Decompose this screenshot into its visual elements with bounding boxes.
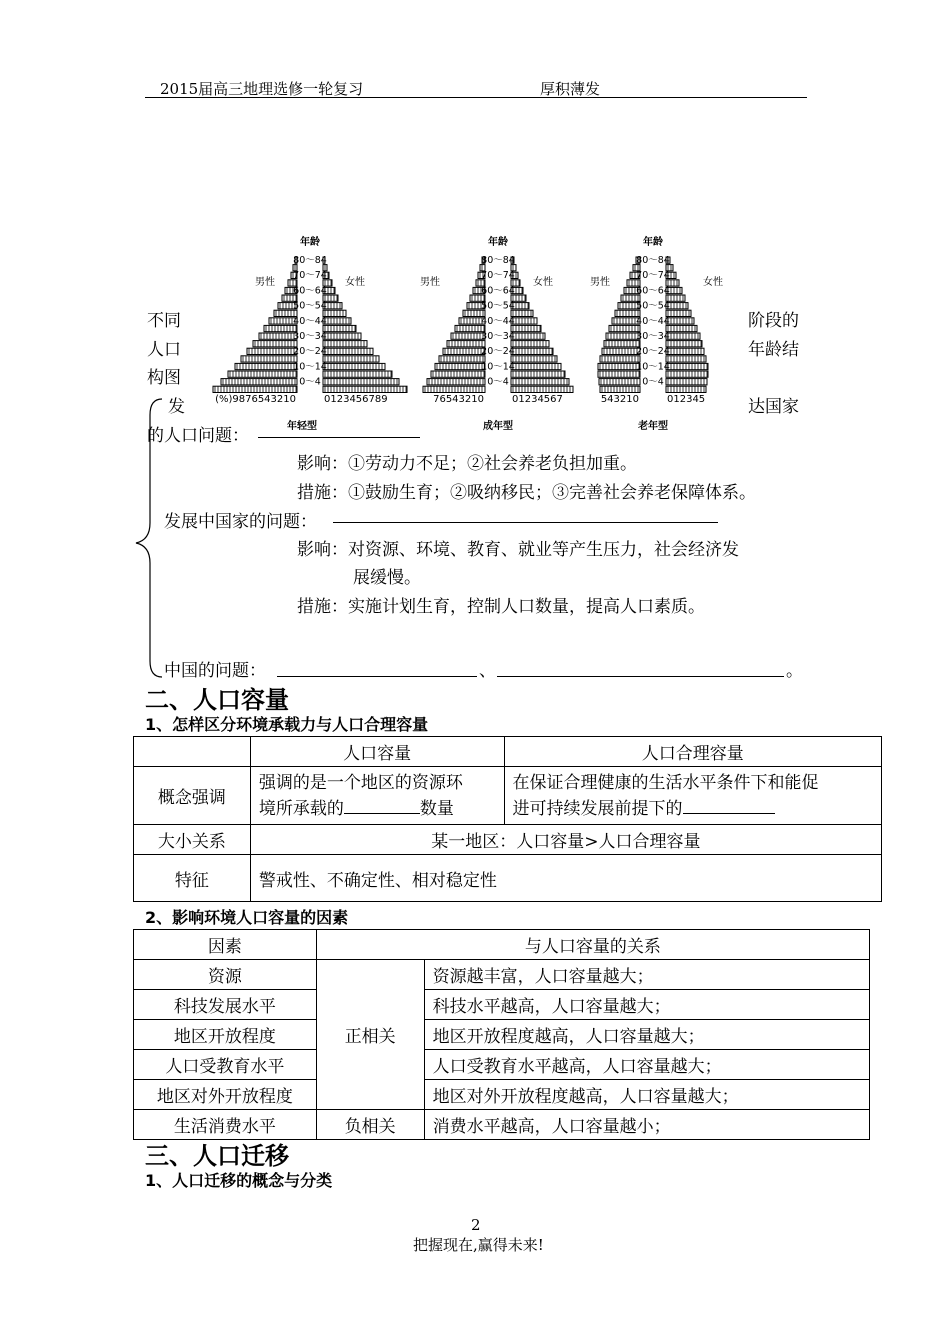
section2-sub1: 1、怎样区分环境承载力与人口合理容量: [145, 715, 429, 734]
table1-row-concept-label: 概念强调: [134, 767, 251, 825]
age-group-label: 40～44: [636, 315, 670, 327]
pyramid-mature: [420, 235, 573, 432]
population-pyramids: [195, 230, 735, 432]
table1-header-reasonable: 人口合理容量: [504, 737, 882, 767]
header-right: 厚积薄发: [540, 80, 601, 98]
age-group-label: 60～64: [636, 285, 670, 297]
male-label: 男性: [420, 277, 440, 288]
age-group-label: 50～54: [636, 300, 670, 312]
age-axis-label: 年龄: [300, 237, 320, 248]
table1-row-feature-label: 特征: [134, 855, 251, 902]
age-group-label: 80～84: [636, 255, 670, 266]
section3-title: 三、人口迁移: [145, 1142, 289, 1170]
age-axis-label: 年龄: [643, 237, 663, 248]
female-bar: [666, 341, 702, 347]
table1-row-size-value: 某一地区：人口容量>人口合理容量: [250, 825, 881, 855]
developed-title: 的人口问题：: [147, 426, 249, 446]
intro-left-4: 发: [168, 397, 185, 417]
age-group-label: 80～84: [293, 255, 327, 266]
intro-right-3: 达国家: [748, 397, 799, 417]
table2-factor: 生活消费水平: [134, 1110, 317, 1140]
pyramid-young: [213, 235, 407, 432]
right-axis-ticks: 01234567: [512, 393, 563, 405]
age-group-label: 10～14: [481, 361, 515, 373]
male-bar: [435, 363, 485, 369]
age-group-label: 0～4: [642, 376, 664, 388]
age-group-label: 70～74: [636, 270, 670, 282]
china-blank-1[interactable]: [277, 676, 477, 677]
table1-concept-capacity: 强调的是一个地区的资源环 境所承载的 数量: [250, 767, 504, 825]
female-bar: [511, 363, 561, 369]
table2-positive: 正相关: [316, 960, 424, 1110]
age-group-label: 50～54: [293, 300, 327, 312]
section2-title: 二、人口容量: [145, 686, 289, 714]
header-left: 2015届高三地理选修一轮复习: [160, 80, 364, 98]
age-group-label: 40～44: [293, 315, 327, 327]
table2-factor: 地区对外开放程度: [134, 1080, 317, 1110]
header-rule: [145, 97, 807, 98]
table2-factor: 地区开放程度: [134, 1020, 317, 1050]
table2-relation: 科技水平越高，人口容量越大；: [424, 990, 869, 1020]
age-group-label: 80～84: [481, 255, 515, 266]
section3-sub1: 1、人口迁移的概念与分类: [145, 1171, 333, 1190]
age-group-label: 50～54: [481, 300, 515, 312]
male-bar: [598, 371, 640, 377]
male-label: 男性: [255, 277, 275, 288]
table2-relation: 地区开放程度越高，人口容量越大；: [424, 1020, 869, 1050]
age-group-label: 0～4: [487, 376, 509, 388]
developing-blank[interactable]: [333, 522, 718, 523]
age-group-label: 60～64: [293, 285, 327, 297]
pyramid-old: [590, 235, 723, 432]
developed-effect: 影响：①劳动力不足；②社会养老负担加重。: [297, 454, 637, 474]
pyramid-type-label: 成年型: [483, 420, 513, 432]
table2-relation: 地区对外开放程度越高，人口容量越大；: [424, 1080, 869, 1110]
intro-right-1: 阶段的: [748, 311, 799, 331]
age-axis-label: 年龄: [488, 237, 508, 248]
table1-row-size-label: 大小关系: [134, 825, 251, 855]
developing-effect-1: 影响：对资源、环境、教育、就业等产生压力，社会经济发: [297, 540, 739, 560]
age-group-label: 60～64: [481, 285, 515, 297]
age-group-label: 10～14: [293, 361, 327, 373]
developed-blank[interactable]: [258, 437, 420, 438]
capacity-table: [133, 736, 882, 902]
developing-effect-2: 展缓慢。: [353, 568, 421, 588]
table2-factor: 科技发展水平: [134, 990, 317, 1020]
age-group-label: 0～4: [299, 376, 321, 388]
china-separator: 、: [479, 661, 496, 681]
male-bar: [253, 341, 297, 347]
intro-left-2: 人口: [147, 340, 181, 360]
female-bar: [511, 325, 541, 331]
table1-corner: [134, 737, 251, 767]
left-axis-ticks: 76543210: [433, 393, 484, 405]
female-bar: [666, 363, 708, 369]
female-label: 女性: [345, 277, 365, 288]
female-label: 女性: [703, 277, 723, 288]
table2-relation: 消费水平越高，人口容量越小；: [424, 1110, 869, 1140]
male-label: 男性: [590, 277, 610, 288]
china-blank-2[interactable]: [497, 676, 784, 677]
age-group-label: 20～24: [293, 346, 327, 358]
male-bar: [598, 363, 640, 369]
footer-motto: 把握现在,赢得未来!: [413, 1236, 544, 1254]
age-group-label: 70～74: [481, 270, 515, 282]
female-bar: [323, 341, 367, 347]
page-number: 2: [471, 1216, 481, 1234]
female-bar: [511, 318, 537, 324]
age-group-label: 40～44: [481, 315, 515, 327]
age-group-label: 30～34: [293, 331, 327, 342]
pyramid-type-label: 老年型: [638, 420, 668, 432]
age-group-label: 20～24: [636, 346, 670, 358]
female-label: 女性: [533, 277, 553, 288]
factors-table: [133, 929, 870, 1140]
section2-sub2: 2、影响环境人口容量的因素: [145, 908, 349, 927]
intro-right-2: 年龄结: [748, 340, 799, 360]
right-axis-ticks: 0123456789: [324, 393, 388, 405]
table2-header-factor: 因素: [134, 930, 317, 960]
age-group-label: 20～24: [481, 346, 515, 358]
china-title: 中国的问题：: [164, 661, 266, 681]
age-group-label: 70～74: [293, 270, 327, 282]
male-bar: [443, 348, 485, 354]
age-group-label: 10～14: [636, 361, 670, 373]
female-bar: [666, 371, 708, 377]
age-group-label: 30～34: [636, 331, 670, 342]
left-axis-ticks: (%)9876543210: [215, 393, 296, 405]
female-bar: [511, 348, 553, 354]
table2-relation: 资源越丰富，人口容量越大；: [424, 960, 869, 990]
male-bar: [604, 341, 640, 347]
table2-relation: 人口受教育水平越高，人口容量越大；: [424, 1050, 869, 1080]
intro-left-1: 不同: [147, 311, 181, 331]
left-axis-ticks: 543210: [600, 393, 639, 405]
female-bar: [323, 348, 373, 354]
developed-measure: 措施：①鼓励生育；②吸纳移民；③完善社会养老保障体系。: [297, 483, 756, 503]
table1-concept-reasonable: 在保证合理健康的生活水平条件下和能促 进可持续发展前提下的: [504, 767, 882, 825]
table1-blank-1[interactable]: [344, 799, 420, 814]
table2-factor: 资源: [134, 960, 317, 990]
developing-measure: 措施：实施计划生育，控制人口数量，提高人口素质。: [297, 597, 705, 617]
pyramid-type-label: 年轻型: [287, 420, 317, 432]
age-group-label: 30～34: [481, 331, 515, 342]
table1-blank-2[interactable]: [683, 799, 775, 814]
china-end: 。: [786, 661, 803, 681]
table2-negative: 负相关: [316, 1110, 424, 1140]
developing-title: 发展中国家的问题：: [164, 512, 317, 532]
male-bar: [247, 348, 297, 354]
table1-header-capacity: 人口容量: [250, 737, 504, 767]
table2-header-relation: 与人口容量的关系: [316, 930, 869, 960]
table2-factor: 人口受教育水平: [134, 1050, 317, 1080]
right-axis-ticks: 012345: [667, 393, 706, 405]
intro-left-3: 构图: [147, 368, 181, 388]
table1-row-feature-value: 警戒性、不确定性、相对稳定性: [250, 855, 881, 902]
